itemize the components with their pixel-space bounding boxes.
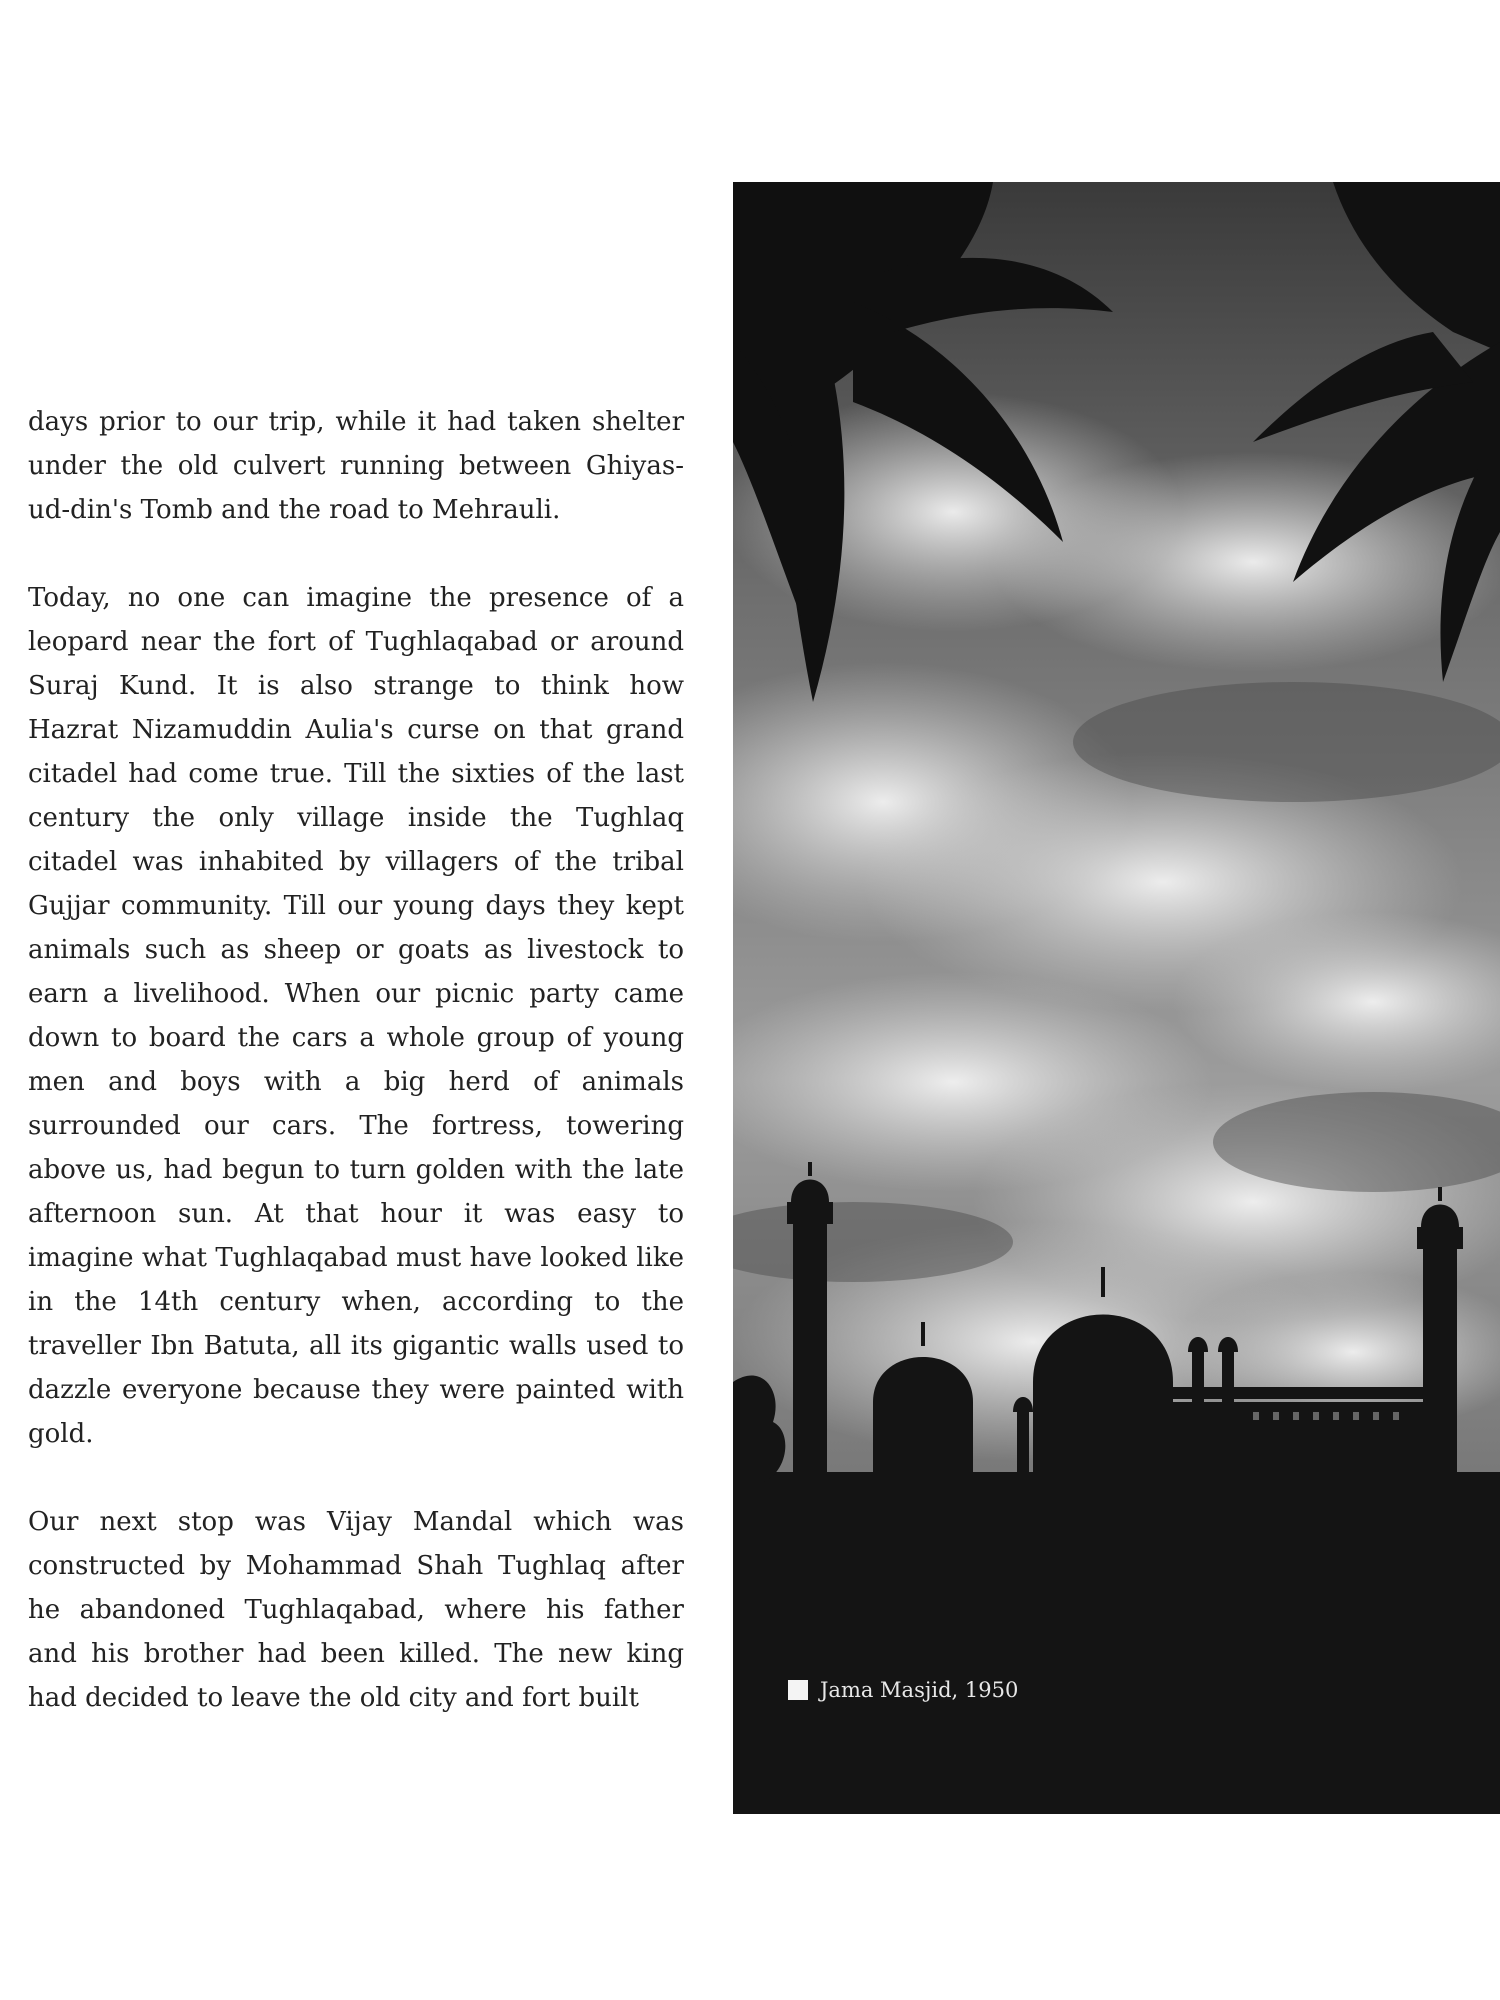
photo-caption <box>788 1678 1018 1702</box>
paragraph-2: Today, no one can imagine the presence of a leopard near the fort of Tughlaqabad or around Suraj Kund. It is also strange to think how Hazrat Nizamuddin Aulia's curse on that grand citadel had come true. Till the sixties of the last century the only village inside the Tughlaq citadel was inhabited by villagers of the tribal Gujjar community. Till our young days they kept animals such as sheep or goats as livestock to earn a livelihood. When our picnic party came down to board the cars a whole group of young men and boys with a big herd of animals surrounded our cars. The fortress, towering above us, had begun to turn golden with the late afternoon sun. At that hour it was easy to imagine what Tughlaqabad must have looked like in the 14th century when, according to the traveller Ibn Batuta, all its gigantic walls used to dazzle everyone because they were painted with gold. <box>28 583 684 1449</box>
caption-square-icon <box>788 1680 808 1700</box>
clouds <box>733 392 1500 1462</box>
article-text-column <box>28 400 684 1764</box>
photo-illustration <box>733 182 1500 1814</box>
jama-masjid-photo <box>733 182 1500 1814</box>
caption-text: Jama Masjid, 1950 <box>820 1678 1019 1702</box>
paragraph-1: days prior to our trip, while it had taken shelter under the old culvert running between Ghiyas-ud-din's Tomb and the road to Mehrauli. <box>28 407 684 525</box>
paragraph-3: Our next stop was Vijay Mandal which was constructed by Mohammad Shah Tughlaq after he abandoned Tughlaqabad, where his father and his brother had been killed. The new king had decided to leave the old city and fort built <box>28 1507 684 1713</box>
